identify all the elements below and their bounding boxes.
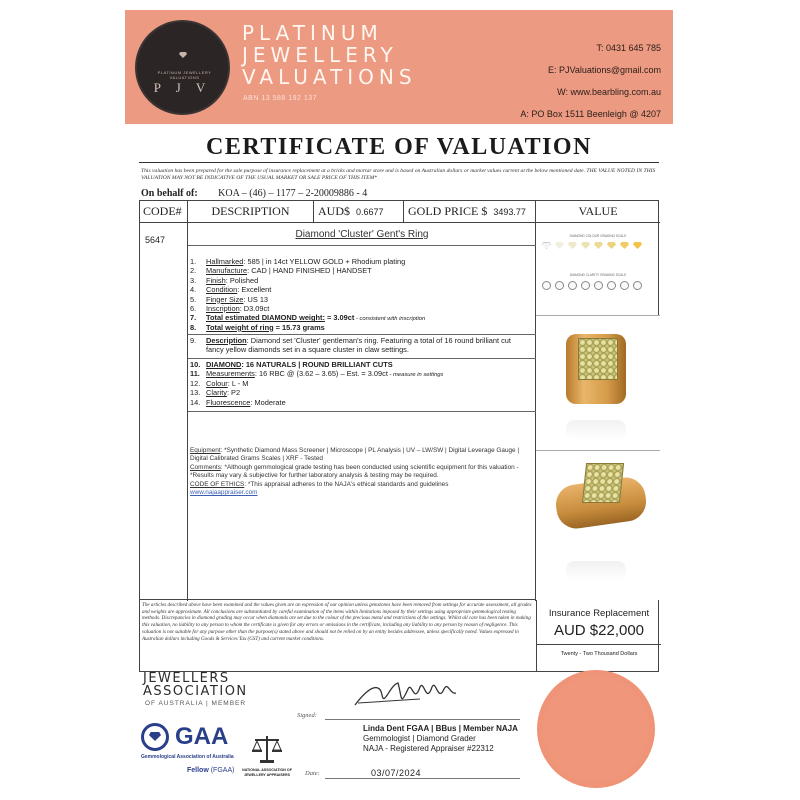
gold-price xyxy=(404,201,536,223)
comments-text: : *Although gemmological grade testing has been conducted using scientific equipment for this valuation - *Results may vary & subjective for further laboratory analysis & testing may be required. xyxy=(190,463,519,480)
row-label: Total estimated DIAMOND weight: xyxy=(206,313,325,323)
date-label: Date: xyxy=(305,770,320,777)
comments-label: Comments xyxy=(190,463,221,471)
signer-title: Gemmologist | Diamond Grader xyxy=(363,734,476,743)
row-number: 4. xyxy=(190,285,197,295)
row-value: : CAD | HAND FINISHED | HANDSET xyxy=(247,266,372,276)
gaa-full-name: Gemmological Association of Australia xyxy=(141,754,234,760)
logo-letters: P J V xyxy=(153,80,212,95)
embossed-seal xyxy=(537,670,655,788)
row-value: : D3.09ct xyxy=(239,304,270,313)
spec-row xyxy=(190,388,530,397)
naja-logo-text: NATIONAL ASSOCIATION OF JEWELLERY APPRAISERS xyxy=(242,768,292,777)
jewellers-association-logo xyxy=(143,672,248,698)
brand-line: VALUATIONS xyxy=(242,65,417,89)
spec-row xyxy=(190,398,530,407)
insurance-label: Insurance Replacement xyxy=(548,608,650,619)
row-value: : 16 NATURALS | ROUND BRILLIANT CUTS xyxy=(241,360,393,369)
aud-value: 0.6677 xyxy=(356,206,384,217)
code-column xyxy=(140,223,188,601)
ring-photo-front xyxy=(536,316,660,451)
certificate-title: CERTIFICATE OF VALUATION xyxy=(206,134,592,160)
row-value: = 15.73 grams xyxy=(273,322,325,332)
disclaimer-text: The articles described above have been examined and the values given are an expression of our opinion unless gemstones have been removed from settings for accurate assessment, all grades and weights are approximate. All conclusions are substantiated by careful examination of the items within limitations imposed by their settings using appropriate gemmological testing methods. Discrepancies in diamond grading may occur when diamonds are set due to the colour of the precious metal and restrictions of the settings. Whilst all care has been taken in making this valuation, no liability to any person to whom the certificate is given for any errors or omissions in the certificate, including any liability to any person by reason of negligence. This valuation is not suitable for any purpose other than the purpose(s) stated above and should not be relied on by an entity besides addressee, unless specifically noted. Values expressed in Australian dollars including Goods & Services Tax (GST) and current market conditions. xyxy=(142,602,532,642)
spec-row xyxy=(190,304,530,313)
signature-line xyxy=(325,719,520,720)
behalf-value: KOA – (46) – 1177 – 2-20009886 - 4 xyxy=(218,188,368,199)
description-column xyxy=(188,223,536,601)
website: W: www.bearbling.com.au xyxy=(557,87,661,97)
row-label: Hallmarked xyxy=(206,257,244,266)
diamond-swatch xyxy=(594,242,603,249)
row-label: Colour xyxy=(206,378,228,388)
spec-row xyxy=(190,360,530,369)
fellow-credential xyxy=(187,767,234,774)
row-value: = 3.09ct xyxy=(324,313,355,323)
diamond-swatch xyxy=(581,242,590,249)
spec-row xyxy=(190,266,530,275)
equipment-text: : *Synthetic Diamond Mass Screener | Microscope | PL Analysis | UV – LW/SW | Digital Leverage Gauge | Digital Calibrated Grams Scales | XRF - Tested xyxy=(190,447,520,463)
row-number: 9. xyxy=(190,336,197,345)
brand-name xyxy=(242,22,417,88)
spec-row xyxy=(190,257,530,266)
gaa-logo-text: GAA xyxy=(175,723,229,750)
row-note: - measure in settings xyxy=(387,372,444,379)
row-label: Finger Size xyxy=(206,294,244,304)
row-label: Fluorescence xyxy=(206,397,251,407)
diamond-swatch xyxy=(542,242,551,249)
spec-row xyxy=(190,323,530,332)
clarity-circle xyxy=(568,281,577,290)
behalf-label: On behalf of: xyxy=(141,188,198,199)
aud-rate xyxy=(314,201,404,223)
row-number: 3. xyxy=(190,275,197,285)
row-value: : P2 xyxy=(226,388,241,398)
clarity-circle xyxy=(581,281,590,290)
divider xyxy=(188,334,536,335)
signer-name: Linda Dent FGAA | BBus | Member NAJA xyxy=(363,724,518,733)
ja-line: ASSOCIATION xyxy=(143,684,248,699)
row-note: - consistent with inscription xyxy=(354,316,426,323)
row-label: Total weight of ring xyxy=(206,322,274,332)
clarity-circle xyxy=(542,281,551,290)
ja-line: JEWELLERS xyxy=(143,671,230,686)
insurance-amount-words: Twenty - Two Thousand Dollars xyxy=(560,651,638,657)
description-header: DESCRIPTION xyxy=(188,201,314,223)
equipment-label: Equipment xyxy=(190,447,221,454)
intro-text: This valuation has been prepared for the sale purpose of insurance replacement at a bricks and mortar store and is based on Australian dollars or market values current at the below mentioned date. THE VALUE NOTED IN THIS VALUATION MAY NOT BE INDICATIVE OF THE USUAL MARKET OR SALE PRICE OF THIS ITEM* xyxy=(141,168,656,181)
row-label: Condition xyxy=(206,285,238,295)
signature-image xyxy=(350,675,460,717)
diamond-swatch xyxy=(633,242,642,249)
on-behalf-of xyxy=(141,188,367,199)
row-value: : 16 RBC @ (3.62 – 3.65) – Est. = 3.09ct xyxy=(254,369,388,379)
gold-label: GOLD PRICE $ xyxy=(408,204,488,218)
diamond-cluster xyxy=(582,463,624,503)
row-number: 11. xyxy=(190,369,200,379)
clarity-circle xyxy=(594,281,603,290)
value-column xyxy=(536,223,660,601)
diamond-cluster xyxy=(578,338,618,380)
color-scale-title: DIAMOND COLOUR GRADING SCALE xyxy=(569,234,627,238)
row-number: 13. xyxy=(190,388,201,398)
color-scale-swatches xyxy=(542,242,642,249)
signer-block xyxy=(363,724,518,754)
spec-row xyxy=(190,336,530,355)
spec-row xyxy=(190,295,530,304)
diamond-swatch xyxy=(620,242,629,249)
row-number: 10. xyxy=(190,360,201,369)
diamond-swatch xyxy=(555,242,564,249)
row-value: : Moderate xyxy=(250,397,286,407)
row-number: 12. xyxy=(190,378,201,388)
email: E: PJValuations@gmail.com xyxy=(547,65,661,75)
divider xyxy=(188,245,536,246)
title-divider xyxy=(139,162,659,163)
code-header: CODE# xyxy=(140,201,188,223)
row-number: 7. xyxy=(190,313,197,323)
spec-row xyxy=(190,379,530,388)
valuation-date: 03/07/2024 xyxy=(371,768,422,778)
row-number: 1. xyxy=(190,257,197,266)
row-label: Manufacture xyxy=(206,266,248,276)
row-number: 6. xyxy=(190,304,197,313)
row-number: 5. xyxy=(190,294,197,304)
testing-notes xyxy=(190,447,532,497)
row-label: Finish xyxy=(206,275,226,285)
ethics-label: CODE OF ETHICS xyxy=(190,480,245,488)
date-line xyxy=(325,778,520,779)
certificate-page xyxy=(125,10,673,790)
row-label: Clarity xyxy=(206,388,227,398)
gaa-emblem-icon xyxy=(141,723,169,751)
divider xyxy=(537,644,661,645)
signed-label: Signed: xyxy=(297,712,317,719)
row-label: Inscription xyxy=(206,304,240,313)
row-value: : Diamond set 'Cluster' gentleman's ring. Featuring a total of 16 round brilliant cut fancy yellow diamonds set in a square cluster in claw settings. xyxy=(206,336,511,355)
divider xyxy=(188,358,536,359)
row-label: DIAMOND xyxy=(206,360,242,369)
valuation-table xyxy=(139,200,659,600)
diamond-icon xyxy=(179,52,187,58)
row-number: 14. xyxy=(190,397,201,407)
row-number: 2. xyxy=(190,266,197,276)
ring-photo-side xyxy=(536,451,660,601)
divider xyxy=(188,411,536,412)
aud-label: AUD$ xyxy=(318,204,350,218)
clarity-circle xyxy=(633,281,642,290)
contact-details xyxy=(520,37,661,125)
fellow-label: Fellow xyxy=(187,767,209,774)
diamond-swatch xyxy=(607,242,616,249)
item-code: 5647 xyxy=(145,235,166,245)
ring-reflection xyxy=(566,561,626,581)
disclaimer-row xyxy=(139,600,659,672)
value-header: VALUE xyxy=(536,201,660,223)
header-band xyxy=(125,10,673,124)
pjv-logo xyxy=(135,20,230,115)
ja-member-text: OF AUSTRALIA | MEMBER xyxy=(145,700,247,707)
abn-number: ABN 13 588 192 137 xyxy=(243,95,317,102)
clarity-scale xyxy=(542,281,642,290)
grading-charts xyxy=(536,223,660,316)
brand-line: JEWELLERY xyxy=(242,43,398,67)
clarity-circle xyxy=(620,281,629,290)
diamond-swatch xyxy=(568,242,577,249)
spec-row xyxy=(190,285,530,294)
scales-of-justice-icon xyxy=(249,732,285,766)
row-value: : Polished xyxy=(225,275,259,285)
row-value: : Excellent xyxy=(237,285,272,295)
row-number: 8. xyxy=(190,322,197,332)
clarity-circle xyxy=(607,281,616,290)
ethics-text: : *This appraisal adheres to the NAJA's ethical standards and guidelines xyxy=(244,480,449,488)
signer-registration: NAJA - Registered Appraiser #22312 xyxy=(363,744,494,753)
row-value: : L - M xyxy=(227,378,249,388)
row-label: Description xyxy=(206,336,247,345)
insurance-amount: AUD $22,000 xyxy=(553,622,645,639)
clarity-circle xyxy=(555,281,564,290)
item-title: Diamond 'Cluster' Gent's Ring xyxy=(295,229,429,240)
phone: T: 0431 645 785 xyxy=(596,43,661,53)
gold-value: 3493.77 xyxy=(493,206,526,217)
fellow-suffix: (FGAA) xyxy=(208,767,235,774)
row-label: Measurements xyxy=(206,369,255,379)
clarity-scale-title: DIAMOND CLARITY GRADING SCALE xyxy=(569,273,627,277)
naja-link[interactable]: www.najaappraiser.com xyxy=(190,489,258,497)
ring-reflection xyxy=(566,420,626,440)
row-value: : US 13 xyxy=(243,294,269,304)
spec-row xyxy=(190,276,530,285)
logo-ring-text: PLATINUM JEWELLERY VALUATIONS xyxy=(157,70,212,80)
row-value: : 585 | in 14ct YELLOW GOLD + Rhodium plating xyxy=(243,257,406,266)
address: A: PO Box 1511 Beenleigh @ 4207 xyxy=(520,109,661,119)
brand-line: PLATINUM xyxy=(242,21,383,45)
insurance-box xyxy=(536,600,660,672)
